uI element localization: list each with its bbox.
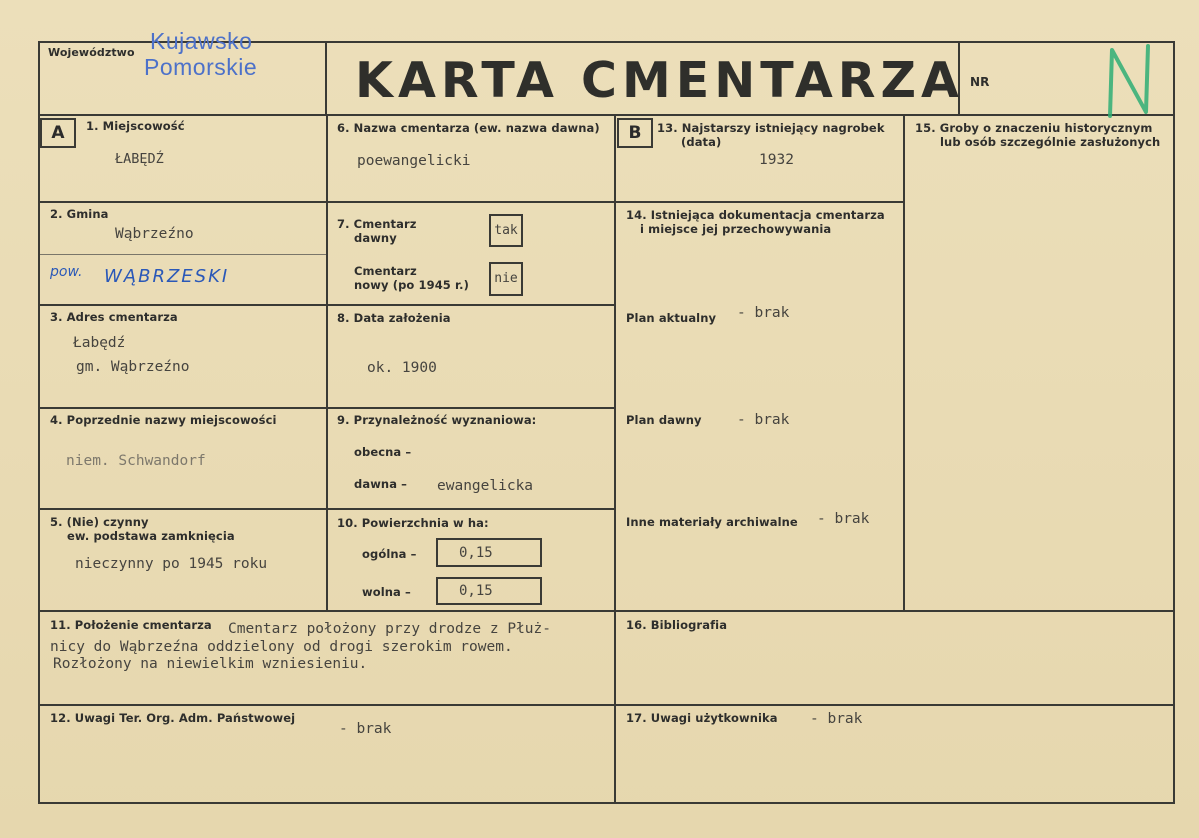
field-5-label-line1: 5. (Nie) czynny: [50, 515, 149, 529]
field-10-label: 10. Powierzchnia w ha:: [337, 516, 489, 530]
field-16-label: 16. Bibliografia: [626, 618, 728, 632]
field-15-label-line2: lub osób szczególnie zasłużonych: [940, 135, 1161, 149]
plan-former-label: Plan dawny: [626, 413, 702, 427]
field-2-county-value: WĄBRZESKI: [104, 266, 230, 287]
plan-current-label: Plan aktualny: [626, 311, 717, 325]
field-7-label-line1: 7. Cmentarz: [337, 217, 417, 231]
field-7b-value-box: nie: [489, 262, 523, 296]
voivodeship-stamp-line1: Kujawsko: [150, 28, 253, 54]
field-10-free-box: 0,15: [436, 577, 542, 605]
field-13-label-line1: 13. Najstarszy istniejący nagrobek: [657, 121, 885, 135]
field-13-label-line2: (data): [681, 135, 722, 149]
other-materials-label: Inne materiały archiwalne: [626, 515, 798, 529]
field-6-label: 6. Nazwa cmentarza (ew. nazwa dawna): [337, 121, 600, 135]
plan-former-value: - brak: [737, 412, 790, 428]
voivodeship-label: Województwo: [48, 46, 135, 59]
field-10-free-label: wolna –: [362, 585, 411, 599]
field-8-label: 8. Data założenia: [337, 311, 451, 325]
field-12-label: 12. Uwagi Ter. Org. Adm. Państwowej: [50, 711, 296, 725]
field-11-label: 11. Położenie cmentarza: [50, 618, 212, 632]
field-11-line3: Rozłożony na niewielkim wzniesieniu.: [53, 656, 368, 672]
field-8-value: ok. 1900: [367, 360, 437, 376]
field-10-total-box: 0,15: [436, 538, 542, 567]
field-7b-label-line1: Cmentarz: [354, 264, 417, 278]
field-2-county-prefix: pow.: [50, 264, 83, 280]
field-17-label: 17. Uwagi użytkownika: [626, 711, 778, 725]
field-2-value: Wąbrzeźno: [115, 226, 194, 242]
field-4-value: niem. Schwandorf: [66, 453, 206, 469]
plan-current-value: - brak: [737, 305, 790, 321]
field-2-label: 2. Gmina: [50, 207, 109, 221]
field-9-current-label: obecna –: [354, 445, 412, 459]
field-14-label-line2: i miejsce jej przechowywania: [640, 222, 832, 236]
field-11-line2: nicy do Wąbrzeźna oddzielony od drogi szerokim rowem.: [50, 639, 513, 655]
field-17-value: - brak: [810, 711, 863, 727]
field-7b-label-line2: nowy (po 1945 r.): [354, 278, 469, 292]
field-9-former-label: dawna –: [354, 477, 408, 491]
field-12-value: - brak: [339, 721, 392, 737]
nr-handwritten-mark: [1100, 42, 1160, 120]
field-9-label: 9. Przynależność wyznaniowa:: [337, 413, 537, 427]
field-4-label: 4. Poprzednie nazwy miejscowości: [50, 413, 277, 427]
field-7-value-box: tak: [489, 214, 523, 247]
section-b-badge: B: [617, 118, 653, 148]
field-11-line1: Cmentarz położony przy drodze z Płuż-: [228, 621, 552, 637]
voivodeship-stamp-line2: Pomorskie: [144, 54, 258, 80]
card-title: KARTA CMENTARZA: [355, 52, 964, 109]
section-a-badge: A: [40, 118, 76, 148]
field-15-label-line1: 15. Groby o znaczeniu historycznym: [915, 121, 1153, 135]
field-10-total-label: ogólna –: [362, 547, 417, 561]
nr-label: NR: [970, 75, 990, 89]
field-7-label-line2: dawny: [354, 231, 397, 245]
field-14-label-line1: 14. Istniejąca dokumentacja cmentarza: [626, 208, 885, 222]
field-5-value: nieczynny po 1945 roku: [75, 556, 268, 572]
field-6-value: poewangelicki: [357, 153, 471, 169]
field-3-label: 3. Adres cmentarza: [50, 310, 178, 324]
field-3-value-line1: Łabędź: [73, 335, 126, 351]
field-1-value: ŁABĘDŹ: [115, 151, 164, 167]
field-3-value-line2: gm. Wąbrzeźno: [76, 359, 190, 375]
field-5-label-line2: ew. podstawa zamknięcia: [67, 529, 235, 543]
other-materials-value: - brak: [817, 511, 870, 527]
field-13-value: 1932: [759, 152, 794, 168]
field-9-former-value: ewangelicka: [437, 478, 534, 494]
field-1-label: 1. Miejscowość: [86, 119, 185, 133]
